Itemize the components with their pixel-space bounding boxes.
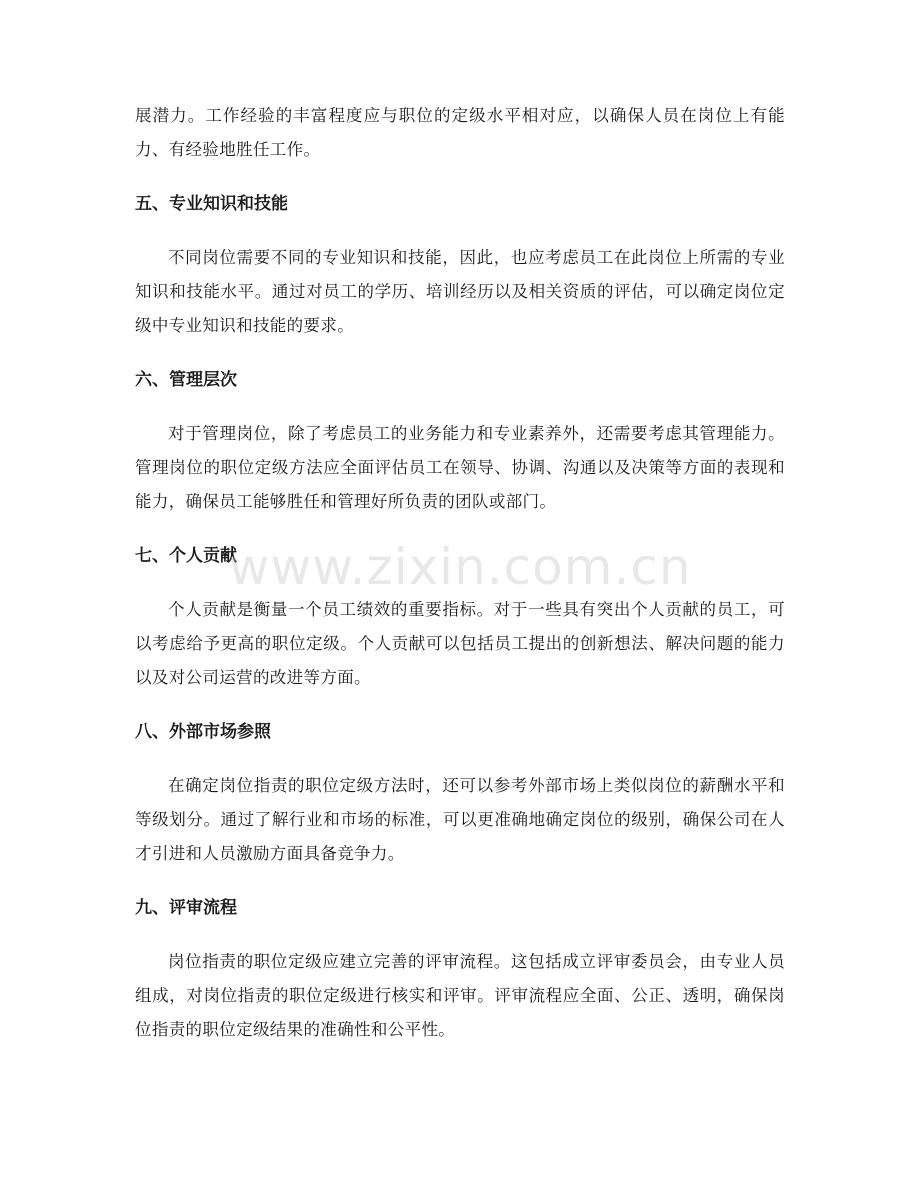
document-body — [135, 99, 785, 1047]
section-body-7: 个人贡献是衡量一个员工绩效的重要指标。对于一些具有突出个人贡献的员工，可以考虑给予更高的职位定级。个人贡献可以包括员工提出的创新想法、解决问题的能力以及对公司运营的改进等方面。 — [135, 600, 785, 687]
section-body-5: 不同岗位需要不同的专业知识和技能，因此，也应考虑员工在此岗位上所需的专业知识和技能水平。通过对员工的学历、培训经历以及相关资质的评估，可以确定岗位定级中专业知识和技能的要求。 — [135, 248, 785, 335]
intro-paragraph: 展潜力。工作经验的丰富程度应与职位的定级水平相对应，以确保人员在岗位上有能力、有经验地胜任工作。 — [135, 106, 785, 159]
section-heading-5: 五、专业知识和技能 — [135, 194, 288, 214]
section-heading-8: 八、外部市场参照 — [135, 722, 271, 742]
section-body-8: 在确定岗位指责的职位定级方法时，还可以参考外部市场上类似岗位的薪酬水平和等级划分。通过了解行业和市场的标准，可以更准确地确定岗位的级别，确保公司在人才引进和人员激励方面具备竞争力。 — [135, 776, 785, 863]
section-heading-7: 七、个人贡献 — [135, 546, 237, 566]
section-body-9: 岗位指责的职位定级应建立完善的评审流程。这包括成立评审委员会，由专业人员组成，对岗位指责的职位定级进行核实和评审。评审流程应全面、公正、透明，确保岗位指责的职位定级结果的准确性和公平性。 — [135, 952, 785, 1039]
watermark: www.zixin.com.cn — [228, 538, 692, 596]
section-body-6: 对于管理岗位，除了考虑员工的业务能力和专业素养外，还需要考虑其管理能力。管理岗位的职位定级方法应全面评估员工在领导、协调、沟通以及决策等方面的表现和能力，确保员工能够胜任和管理好所负责的团队或部门。 — [135, 424, 785, 511]
section-heading-6: 六、管理层次 — [135, 370, 237, 390]
section-heading-9: 九、评审流程 — [135, 898, 237, 918]
